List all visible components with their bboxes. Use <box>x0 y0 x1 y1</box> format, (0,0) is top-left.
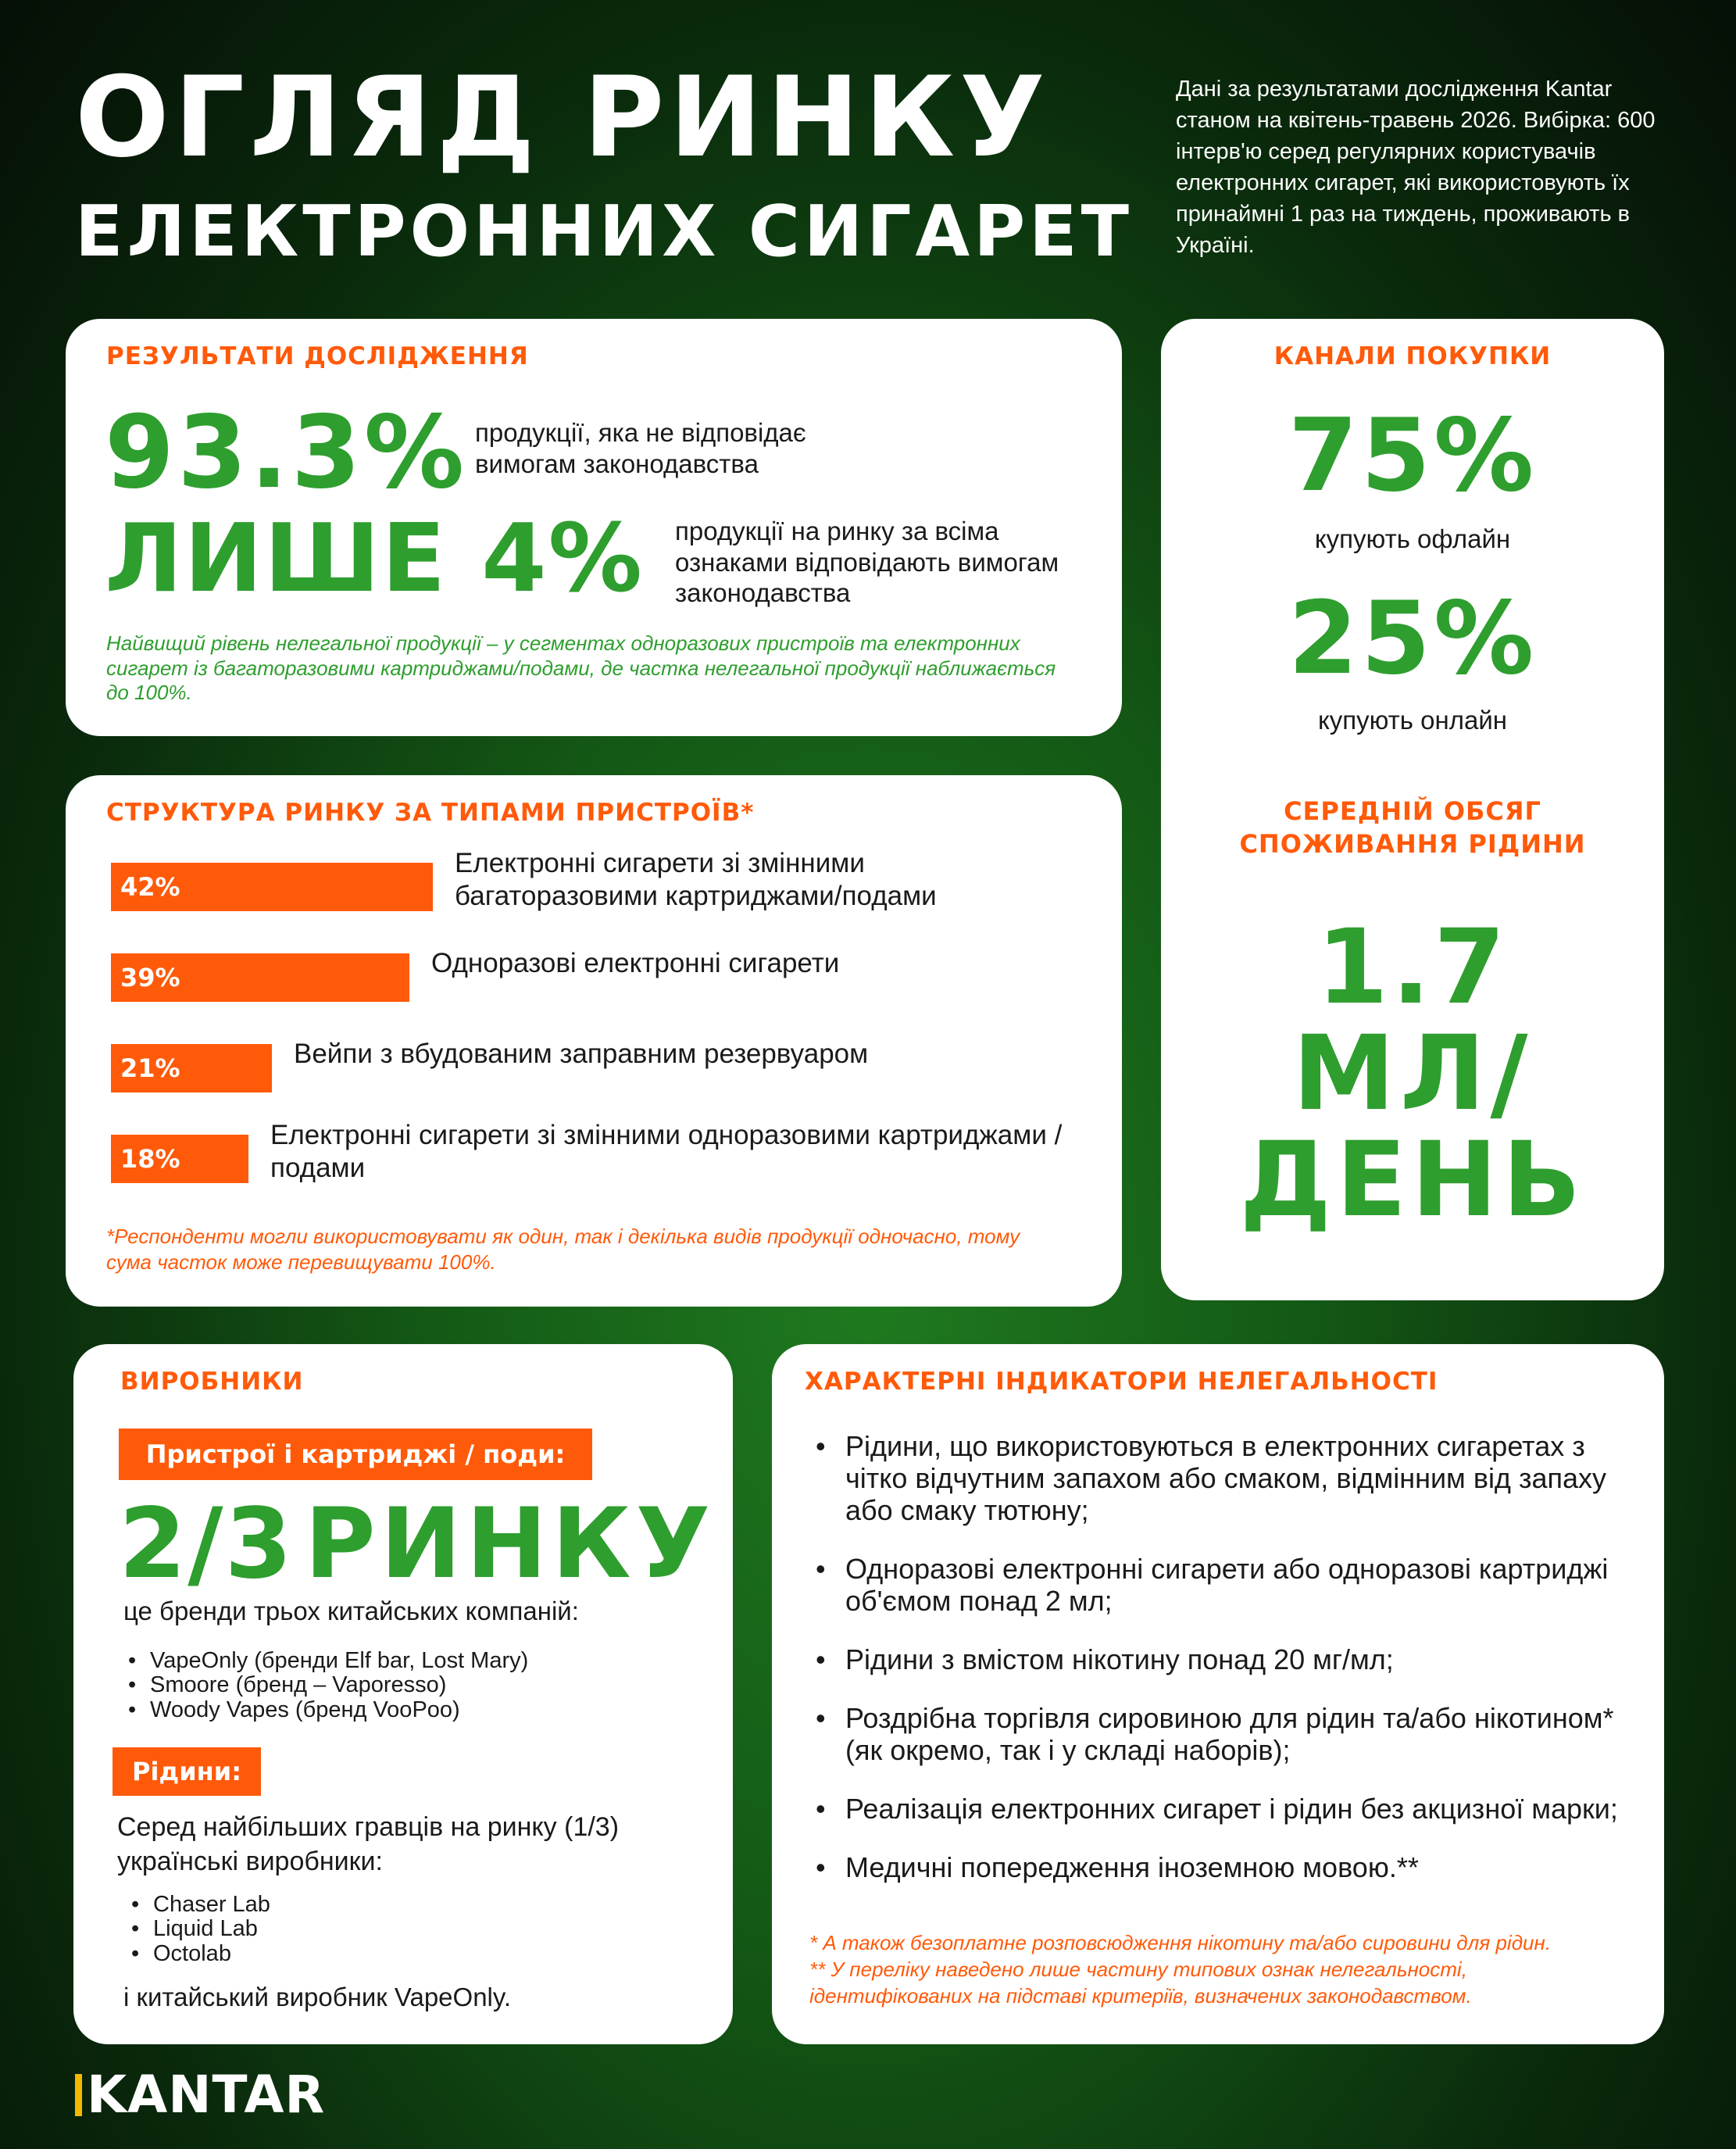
liquids-brand-item: • Liquid Lab <box>127 1917 517 1941</box>
channels-card <box>1161 319 1664 1300</box>
consumption-unit: МЛ/ <box>1292 1014 1533 1134</box>
indicators-title: ХАРАКТЕРНІ ІНДИКАТОРИ НЕЛЕГАЛЬНОСТІ <box>805 1368 1438 1396</box>
liquids-brand-list <box>127 1893 517 1966</box>
chart-bar-value-label: 21% <box>120 1053 180 1083</box>
structure-card <box>66 775 1122 1307</box>
chart-bar-value-label: 42% <box>120 872 180 902</box>
producers-card <box>73 1344 733 2044</box>
liquids-tag: Рідини: <box>113 1747 261 1796</box>
indicators-footnote-1: * А також безоплатне розповсюдження нікотину та/або сировини для рідин. <box>809 1931 1552 1954</box>
chart-category-label: Електронні сигарети зі змінними багаторазовими картриджами/подами <box>455 848 937 911</box>
indicator-item: • Роздрібна торгівля сировиною для рідин та/або нікотином* (як окремо, так і у складі наборів); <box>803 1702 1631 1766</box>
results-note: Найвищий рівень нелегальної продукції – у сегментах одноразових пристроїв та електронних сигарет із багаторазовими картриджами/подами, де частка нелегальної продукції наближається до 100%. <box>106 631 1056 705</box>
devices-brand-item: • Smoore (бренд – Vaporesso) <box>123 1673 702 1697</box>
chart-category-label: Вейпи з вбудованим заправним резервуаром <box>294 1039 869 1069</box>
page-subtitle: ЕЛЕКТРОННИХ СИГАРЕТ <box>75 191 1134 273</box>
offline-value: 75% <box>1288 398 1538 514</box>
kantar-logo-bar-icon <box>75 2074 82 2116</box>
indicator-item: • Одноразові електронні сигарети або одноразові картриджі об'ємом понад 2 мл; <box>803 1553 1631 1617</box>
online-label: купують онлайн <box>1317 706 1508 735</box>
devices-brand-list <box>123 1649 702 1722</box>
indicators-footnote-2: ** У переліку наведено лише частину типових ознак нелегальності, ідентифікованих на підставі критеріїв, визначених законодавством. <box>809 1958 1472 2008</box>
consumption-title: СЕРЕДНІЙ ОБСЯГ СПОЖИВАННЯ РІДИНИ <box>1239 796 1586 859</box>
liquids-desc: Серед найбільших гравців на ринку (1/3) українські виробники: <box>117 1812 620 1877</box>
indicator-item: • Медичні попередження іноземною мовою.** <box>803 1851 1631 1883</box>
chart-bar <box>111 1135 248 1183</box>
chart-category-label: Електронні сигарети зі змінними одноразовими картриджами / подами <box>270 1120 1063 1183</box>
indicators-card <box>772 1344 1664 2044</box>
liquids-brand-item: • Chaser Lab <box>127 1893 517 1917</box>
devices-share-fraction: 2/3 <box>119 1488 294 1600</box>
intro-text: Дані за результатами дослідження Kantar станом на квітень-травень 2026. Вибірка: 600 інтерв'ю серед регулярних користувачів електронних сигарет, які використовують їх принаймні 1 раз на тиждень, проживають в Україні. <box>1176 77 1656 259</box>
indicator-item: • Реалізація електронних сигарет і рідин без акцизної марки; <box>803 1793 1631 1825</box>
devices-share-word: РИНКУ <box>304 1488 716 1600</box>
results-title: РЕЗУЛЬТАТИ ДОСЛІДЖЕННЯ <box>106 342 529 370</box>
structure-title: СТРУКТУРА РИНКУ ЗА ТИПАМИ ПРИСТРОЇВ* <box>106 799 755 827</box>
chart-bar <box>111 953 409 1002</box>
structure-note: *Респонденти могли використовувати як один, так і декілька видів продукції одночасно, тому сума часток може перевищувати 100%. <box>106 1225 1020 1274</box>
consumption-number: 1.7 <box>1316 907 1509 1028</box>
offline-label: купують офлайн <box>1314 524 1511 553</box>
indicator-item: • Рідини з вмістом нікотину понад 20 мг/мл; <box>803 1643 1631 1675</box>
chart-bar <box>111 863 433 911</box>
devices-brand-item: • Woody Vapes (бренд VooPoo) <box>123 1698 702 1722</box>
devices-desc: це бренди трьох китайських компаній: <box>123 1597 579 1625</box>
kantar-logo <box>75 2065 325 2125</box>
chart-bar-value-label: 39% <box>120 963 180 992</box>
devices-brand-item: • VapeOnly (бренди Elf bar, Lost Mary) <box>123 1649 702 1673</box>
channels-title: КАНАЛИ ПОКУПКИ <box>1273 342 1552 370</box>
devices-tag: Пристрої і картриджі / поди: <box>119 1428 592 1480</box>
liquids-footer: і китайський виробник VapeOnly. <box>123 1983 512 2011</box>
stat-illegal-value: 93.3% <box>105 395 468 511</box>
stat-legal-value: ЛИШЕ 4% <box>105 505 644 613</box>
consumption-period: ДЕНЬ <box>1239 1120 1586 1240</box>
chart-bar-value-label: 18% <box>120 1144 180 1174</box>
online-value: 25% <box>1288 581 1538 697</box>
chart-bar <box>111 1044 272 1092</box>
results-card <box>66 319 1122 736</box>
page-title: ОГЛЯД РИНКУ <box>75 53 1050 182</box>
indicator-item: • Рідини, що використовуються в електронних сигаретах з чітко відчутним запахом або смаком, відмінним від запаху або смаку тютюну; <box>803 1430 1631 1526</box>
producers-title: ВИРОБНИКИ <box>120 1368 304 1396</box>
liquids-brand-item: • Octolab <box>127 1942 517 1966</box>
stat-legal-desc: продукції на ринку за всіма ознаками відповідають вимогам законодавства <box>675 517 1059 608</box>
devices-share-value <box>119 1488 716 1600</box>
chart-category-label: Одноразові електронні сигарети <box>431 948 840 978</box>
indicators-list <box>803 1430 1631 1910</box>
kantar-logo-text: KANTAR <box>87 2065 326 2125</box>
stat-illegal-desc: продукції, яка не відповідає вимогам законодавства <box>475 418 806 478</box>
